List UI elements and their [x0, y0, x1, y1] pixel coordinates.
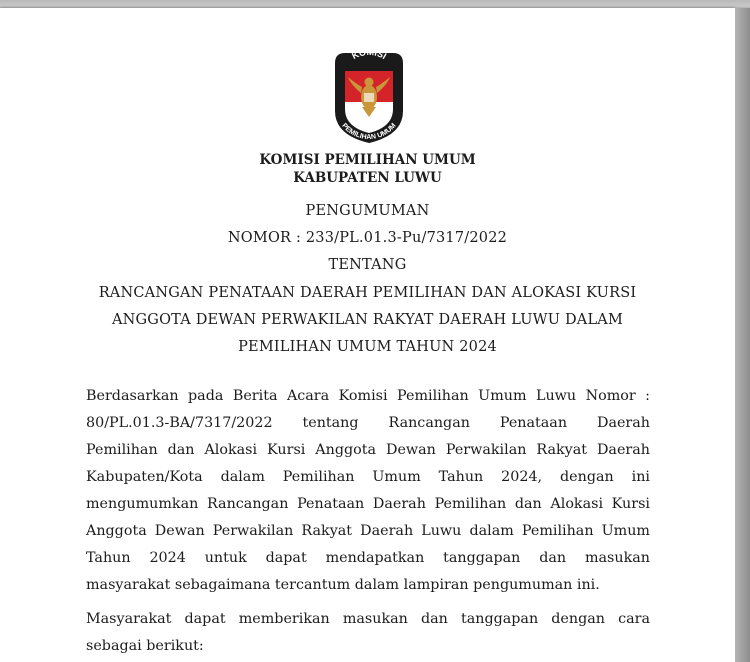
paragraph-line: Kabupaten/Kota dalam Pemilihan Umum Tahun 2024, dengan ini [86, 469, 650, 485]
paragraph-line: masyarakat sebagaimana tercantum dalam lampiran pengumuman ini. [86, 577, 600, 593]
document-page [0, 8, 735, 662]
doc-type: PENGUMUMAN [305, 203, 430, 219]
org-name: KOMISI PEMILIHAN UMUM [259, 152, 476, 168]
doc-number: NOMOR : 233/PL.01.3-Pu/7317/2022 [227, 230, 508, 246]
paragraph-line: Masyarakat dapat memberikan masukan dan tanggapan dengan cara [86, 611, 650, 627]
paragraph-line: Tahun 2024 untuk dapat mendapatkan tanggapan dan masukan [86, 550, 650, 566]
subject-line: PEMILIHAN UMUM TAHUN 2024 [238, 339, 497, 355]
paragraph-line: 80/PL.01.3-BA/7317/2022 tentang Rancangan Penataan Daerah [86, 415, 650, 431]
svg-text:PEMILIHAN UMUM: PEMILIHAN UMUM [340, 122, 398, 142]
subject-line: RANCANGAN PENATAAN DAERAH PEMILIHAN DAN ALOKASI KURSI [98, 285, 637, 301]
svg-text:KOMISI: KOMISI [350, 49, 389, 62]
paragraph-line: Berdasarkan pada Berita Acara Komisi Pemilihan Umum Luwu Nomor : [86, 388, 650, 404]
kpu-logo-icon [329, 49, 409, 145]
paragraph-line: Anggota Dewan Perwakilan Rakyat Daerah Luwu dalam Pemilihan Umum [86, 523, 650, 539]
doc-about: TENTANG [328, 257, 407, 273]
paragraph-line: sebagai berikut: [86, 638, 204, 654]
paragraph-line: mengumumkan Rancangan Penataan Daerah Pemilihan dan Alokasi Kursi [86, 496, 650, 512]
org-region: KABUPATEN LUWU [293, 170, 442, 186]
paragraph-line: Pemilihan dan Alokasi Kursi Anggota Dewan Perwakilan Rakyat Daerah [86, 442, 650, 458]
page-edge-shadow [735, 8, 750, 662]
subject-line: ANGGOTA DEWAN PERWAKILAN RAKYAT DAERAH LUWU DALAM [111, 312, 624, 328]
